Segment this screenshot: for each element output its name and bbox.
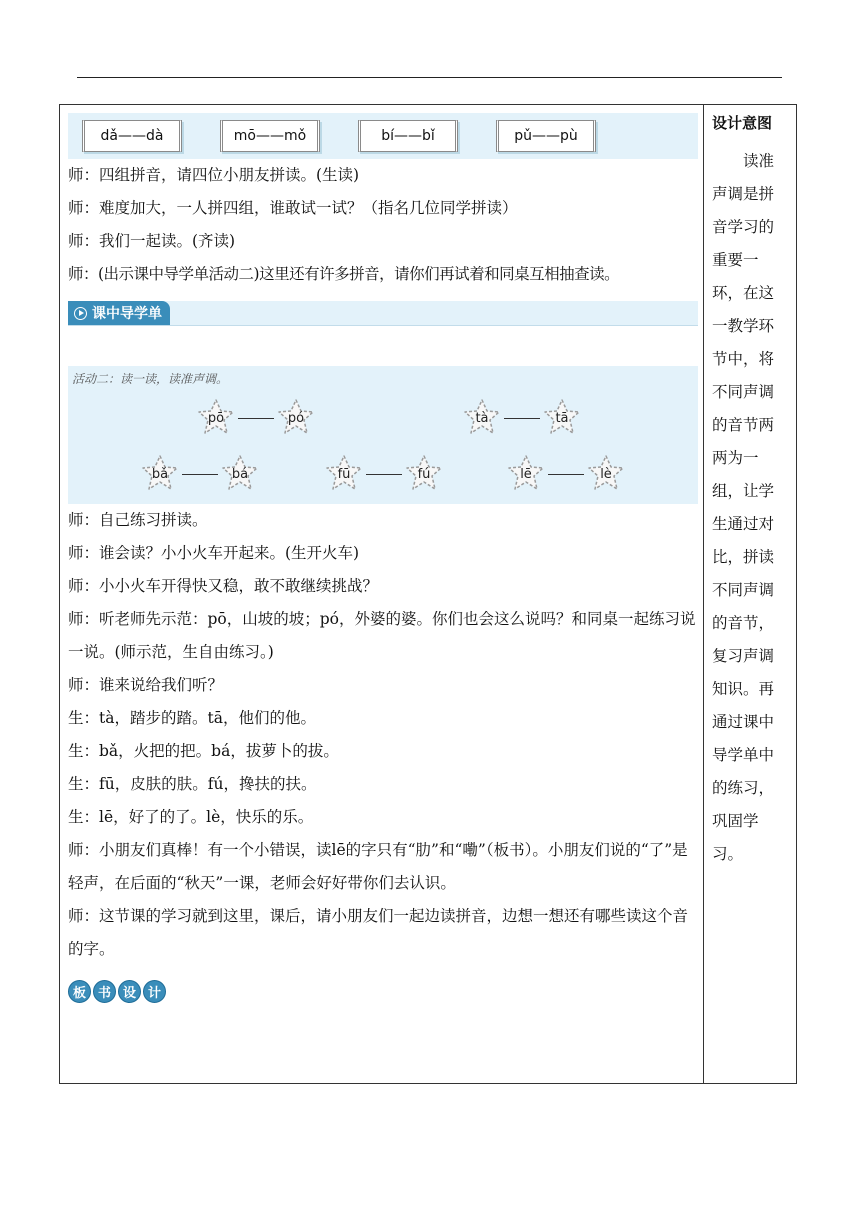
pinyin-syllable: tā xyxy=(555,410,569,426)
header-rule xyxy=(77,77,782,78)
banner-char: 书 xyxy=(93,980,116,1003)
pinyin-syllable: fū xyxy=(337,466,351,482)
pinyin-syllable: pó xyxy=(287,410,305,426)
dialogue-line: 师：难度加大，一人拼四组，谁敢试一试？（指名几位同学拼读） xyxy=(68,199,518,217)
banner-char: 设 xyxy=(118,980,141,1003)
pinyin-syllable: tà xyxy=(475,410,489,426)
star-badge xyxy=(324,454,364,494)
activity-panel xyxy=(68,366,698,504)
pinyin-syllable: bá xyxy=(231,466,249,482)
section-bar xyxy=(68,301,698,326)
design-intent-title: 设计意图 xyxy=(712,114,773,132)
activity-title: 活动二：读一读，读准声调。 xyxy=(72,372,229,386)
lesson-content xyxy=(68,113,698,1003)
dash-connector xyxy=(504,418,540,419)
design-intent-body: 读准声调是拼音学习的重要一环，在这一教学环节中，将不同声调的音节两两为一组，让学生通过对比，拼读不同声调的音节，复习声调知识。再通过课中导学单中的练习，巩固学习。 xyxy=(712,152,775,863)
star-badge xyxy=(196,398,236,438)
pinyin-card: dǎ——dà xyxy=(82,120,182,152)
pinyin-card: mō——mǒ xyxy=(220,120,320,152)
dash-connector xyxy=(548,474,584,475)
dialogue-line: 师：我们一起读。(齐读) xyxy=(68,232,236,250)
pinyin-card-strip xyxy=(68,113,698,159)
star-badge xyxy=(276,398,316,438)
dash-connector xyxy=(238,418,274,419)
dash-connector xyxy=(366,474,402,475)
dialogue-line: 师：小小火车开得快又稳，敢不敢继续挑战？ xyxy=(68,577,379,595)
star-badge xyxy=(140,454,180,494)
pinyin-syllable: bǎ xyxy=(151,466,169,482)
dialogue-line: 师：谁来说给我们听？ xyxy=(68,676,224,694)
star-badge xyxy=(404,454,444,494)
star-badge xyxy=(506,454,546,494)
dialogue-line: 师：谁会读？小小火车开起来。(生开火车) xyxy=(68,544,360,562)
pinyin-syllable: lè xyxy=(600,466,612,482)
pinyin-syllable: lē xyxy=(520,466,532,482)
dialogue-line: 生：lē，好了的了。lè，快乐的乐。 xyxy=(68,808,314,826)
dialogue-line: 生：bǎ，火把的把。bá，拔萝卜的拔。 xyxy=(68,742,339,760)
dialogue-line: 师：自己练习拼读。 xyxy=(68,511,208,529)
lesson-table xyxy=(59,104,797,1084)
dialogue-line: 生：tà，踏步的踏。tā，他们的他。 xyxy=(68,709,316,727)
pinyin-pair xyxy=(324,454,444,494)
pinyin-pair xyxy=(140,454,260,494)
pinyin-card: pǔ——pù xyxy=(496,120,596,152)
banner-char: 板 xyxy=(68,980,91,1003)
pinyin-pair xyxy=(506,454,626,494)
star-badge xyxy=(220,454,260,494)
star-badge xyxy=(542,398,582,438)
design-intent-column xyxy=(712,113,786,871)
dialogue-line: 师：(出示课中导学单活动二)这里还有许多拼音，请你们再试着和同桌互相抽查读。 xyxy=(68,265,620,283)
pinyin-card: bí——bǐ xyxy=(358,120,458,152)
dialogue-paragraph: 师：听老师先示范：pō，山坡的坡；pó，外婆的婆。你们也会这么说吗？和同桌一起练习说一说。(师示范，生自由练习。) xyxy=(68,610,696,661)
pinyin-syllable: pō xyxy=(207,410,225,426)
section-label: 课中导学单 xyxy=(92,306,162,322)
dialogue-line: 师：四组拼音，请四位小朋友拼读。(生读) xyxy=(68,166,360,184)
play-icon xyxy=(74,307,87,320)
board-design-banner xyxy=(68,980,698,1003)
dash-connector xyxy=(182,474,218,475)
dialogue-paragraph: 师：这节课的学习就到这里，课后，请小朋友们一起边读拼音，边想一想还有哪些读这个音的字。 xyxy=(68,907,689,958)
banner-char: 计 xyxy=(143,980,166,1003)
star-badge xyxy=(586,454,626,494)
pinyin-pair xyxy=(196,398,316,438)
dialogue-line: 生：fū，皮肤的肤。fú，搀扶的扶。 xyxy=(68,775,317,793)
section-tag xyxy=(68,301,170,325)
pinyin-syllable: fú xyxy=(417,466,431,482)
pinyin-pair xyxy=(462,398,582,438)
dialogue-paragraph: 师：小朋友们真棒！有一个小错误，读lē的字只有“肋”和“嘞”（板书）。小朋友们说的“了”是轻声，在后面的“秋天”一课，老师会好好带你们去认识。 xyxy=(68,841,688,892)
star-badge xyxy=(462,398,502,438)
column-divider xyxy=(703,105,704,1083)
